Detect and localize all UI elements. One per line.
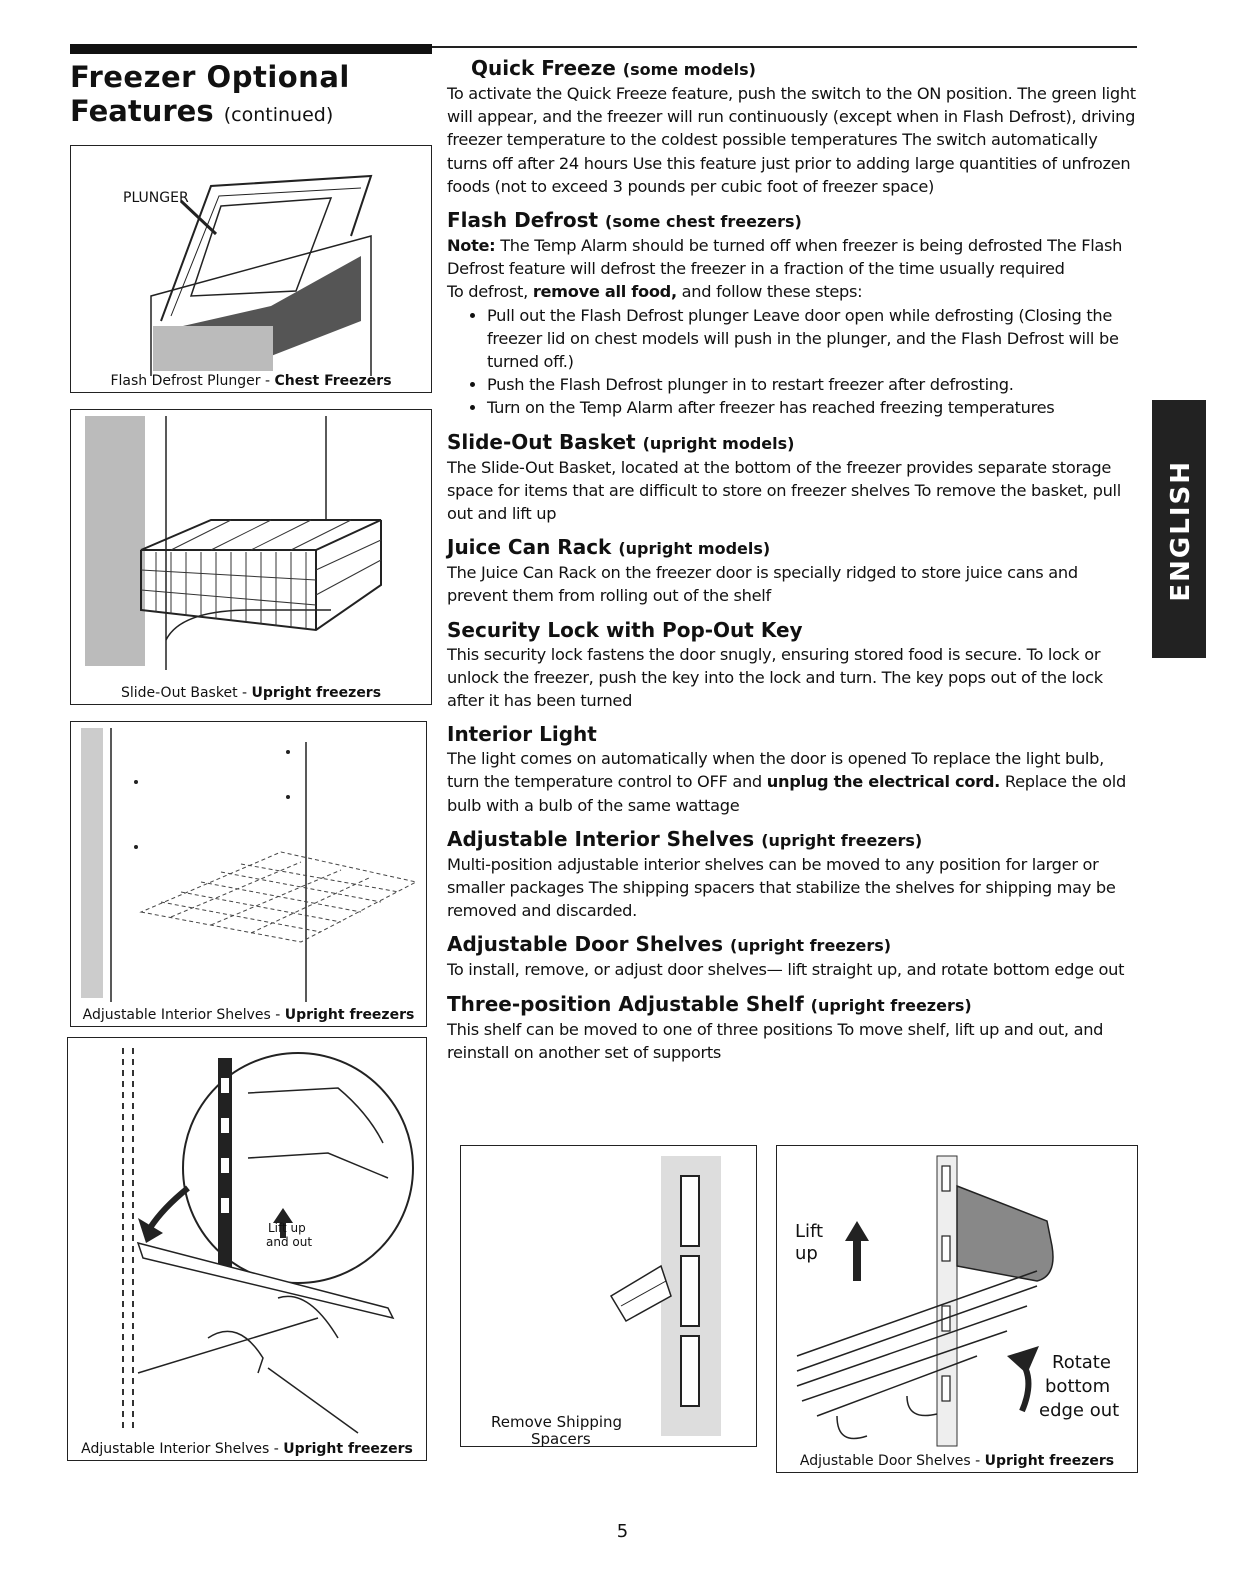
figure-slide-out-basket <box>70 409 432 705</box>
note-body: The Temp Alarm should be turned off when freezer is being defrosted The Flash Defrost feature will defrost the freezer in a fraction of the time usually required <box>447 236 1123 279</box>
lift-up-label-1: Lift <box>795 1221 824 1242</box>
section-heading <box>447 56 1137 82</box>
rotate-label-3: edge out <box>1039 1400 1120 1421</box>
list-item: • Pull out the Flash Defrost plunger Leave door open while defrosting (Closing the freezer lid on chest models will push in the plunger, and the Flash Defrost will be turned off.) <box>487 304 1137 374</box>
heading-text: Flash Defrost <box>447 208 599 233</box>
body-text-2: Replace the old bulb with a bulb of the same wattage <box>447 772 1126 815</box>
section-note <box>447 234 1137 280</box>
section-flash-defrost <box>447 208 1137 420</box>
header-rule-bar <box>70 44 432 54</box>
list-item: • Push the Flash Defrost plunger in to restart freezer after defrosting. <box>487 373 1137 396</box>
steps-intro-text-2: and follow these steps: <box>681 282 863 302</box>
heading-text: Three-position Adjustable Shelf <box>447 991 804 1016</box>
heading-qualifier: (upright models) <box>642 433 795 453</box>
steps-intro-bold: remove all food, <box>532 282 677 302</box>
defrost-steps-list <box>447 304 1137 420</box>
body-bold: unplug the electrical cord. <box>766 772 1000 792</box>
heading-text: Adjustable Interior Shelves <box>447 826 755 851</box>
section-body: To install, remove, or adjust door shelves— lift straight up, and rotate bottom edge out <box>447 960 1125 980</box>
features-text-column <box>447 56 1137 1074</box>
figure-shipping-spacers <box>460 1145 757 1447</box>
heading-qualifier: (upright freezers) <box>761 830 923 850</box>
subtitle-main: Features <box>70 94 214 128</box>
section-body: Multi-position adjustable interior shelves can be moved to any position for larger or smaller packages The shipping spacers that stabilize the shelves for shipping may be removed and discarded. <box>447 854 1116 921</box>
section-security-lock <box>447 618 1137 713</box>
section-quick-freeze <box>423 56 1137 198</box>
heading-qualifier: (upright freezers) <box>730 936 892 956</box>
language-tab <box>1152 400 1206 658</box>
section-body: The Slide-Out Basket, located at the bottom of the freezer provides separate storage space for items that are difficult to store on freezer shelves To remove the basket, pull out and lift up <box>447 457 1121 524</box>
section-heading <box>447 430 1137 456</box>
page-subtitle <box>70 96 333 130</box>
lift-label-1: Lift up <box>268 1221 306 1235</box>
section-heading: Interior Light <box>447 722 597 747</box>
steps-intro <box>447 280 1137 303</box>
heading-text: Adjustable Door Shelves <box>447 932 724 957</box>
heading-text: Slide-Out Basket <box>447 429 636 454</box>
heading-text: Juice Can Rack <box>447 535 612 560</box>
spacers-label-2: Spacers <box>531 1430 591 1448</box>
section-interior-light <box>447 722 1137 817</box>
caption-bold: Chest Freezers <box>274 373 392 389</box>
figure-caption <box>68 1440 426 1458</box>
heading-qualifier: (some chest freezers) <box>605 212 802 232</box>
section-heading <box>447 992 1137 1018</box>
interior-shelves-illustration <box>71 722 425 1026</box>
note-label: Note: <box>447 236 496 256</box>
basket-illustration <box>71 410 430 704</box>
section-body: The Juice Can Rack on the freezer door is specially ridged to store juice cans and prevent them from rolling out of the shelf <box>447 563 1078 606</box>
section-body <box>447 747 1137 817</box>
heading-text: Quick Freeze <box>471 56 616 80</box>
steps-intro-text: To defrost, <box>447 282 528 302</box>
door-shelves-illustration <box>777 1146 1136 1472</box>
header-rule-line <box>432 46 1137 48</box>
lift-up-label-2: up <box>795 1243 818 1264</box>
language-tab-label: ENGLISH <box>1166 460 1196 602</box>
figure-interior-shelves <box>70 721 427 1027</box>
caption-text: Adjustable Interior Shelves - <box>81 1441 284 1457</box>
lift-label-2: and out <box>266 1235 313 1249</box>
caption-bold: Upright freezers <box>283 1441 413 1457</box>
section-heading <box>447 208 1137 234</box>
section-heading <box>447 535 1137 561</box>
caption-bold: Upright freezers <box>984 1453 1115 1469</box>
section-body: To activate the Quick Freeze feature, push the switch to the ON position. The green light will appear, and the freezer will run continuously (except when in Flash Defrost), driving freezer temperature to the coldest possible temperatures The switch automatically turns off after 24 hours Use this feature just prior to adding large quantities of unfrozen foods (not to exceed 3 pounds per cubic foot of freezer space) <box>447 84 1136 196</box>
section-adjustable-interior-shelves <box>447 827 1137 923</box>
figure-caption <box>71 372 431 390</box>
section-juice-can-rack <box>447 535 1137 607</box>
section-three-position-shelf <box>447 992 1137 1064</box>
figure-caption <box>777 1452 1137 1470</box>
figure-flash-defrost-plunger <box>70 145 432 393</box>
caption-bold: Upright freezers <box>284 1007 415 1023</box>
section-body: This shelf can be moved to one of three positions To move shelf, lift up and out, and reinstall on another set of supports <box>447 1019 1104 1062</box>
section-heading <box>447 932 1137 958</box>
figure-caption <box>71 684 431 702</box>
section-adjustable-door-shelves <box>447 932 1137 981</box>
spacers-label-1: Remove Shipping <box>491 1413 623 1431</box>
section-heading: Security Lock with Pop-Out Key <box>447 617 803 642</box>
figure-caption <box>71 1006 426 1024</box>
heading-qualifier: (upright models) <box>618 539 771 559</box>
figure-door-shelves <box>776 1145 1138 1473</box>
caption-text: Adjustable Door Shelves - <box>799 1453 985 1469</box>
body-text: The light comes on automatically when the door is opened To replace the light bulb, turn the temperature control to OFF and <box>447 749 1104 792</box>
heading-qualifier: (some models) <box>622 60 756 79</box>
section-heading <box>447 827 1137 853</box>
caption-text: Slide-Out Basket - <box>120 685 252 701</box>
figure-lift-shelf <box>67 1037 427 1461</box>
plunger-label: PLUNGER <box>123 190 189 206</box>
rotate-label-2: bottom <box>1045 1376 1111 1397</box>
section-body: This security lock fastens the door snugly, ensuring stored food is secure. To lock or unlock the freezer, push the key into the lock and turn. The key pops out of the lock after it has been turned <box>447 644 1103 711</box>
caption-bold: Upright freezers <box>251 685 382 701</box>
shipping-spacers-illustration <box>461 1146 755 1446</box>
rotate-label-1: Rotate <box>1052 1352 1111 1373</box>
page-number: 5 <box>616 1521 629 1542</box>
subtitle-suffix: (continued) <box>223 104 334 126</box>
heading-qualifier: (upright freezers) <box>810 995 972 1015</box>
list-item: • Turn on the Temp Alarm after freezer has reached freezing temperatures <box>487 396 1137 419</box>
lift-shelf-illustration <box>68 1038 425 1460</box>
caption-text: Adjustable Interior Shelves - <box>82 1007 285 1023</box>
section-slide-out-basket <box>447 430 1137 526</box>
page-title: Freezer Optional <box>70 60 350 94</box>
chest-freezer-illustration <box>71 146 430 392</box>
caption-text: Flash Defrost Plunger - <box>110 373 275 389</box>
